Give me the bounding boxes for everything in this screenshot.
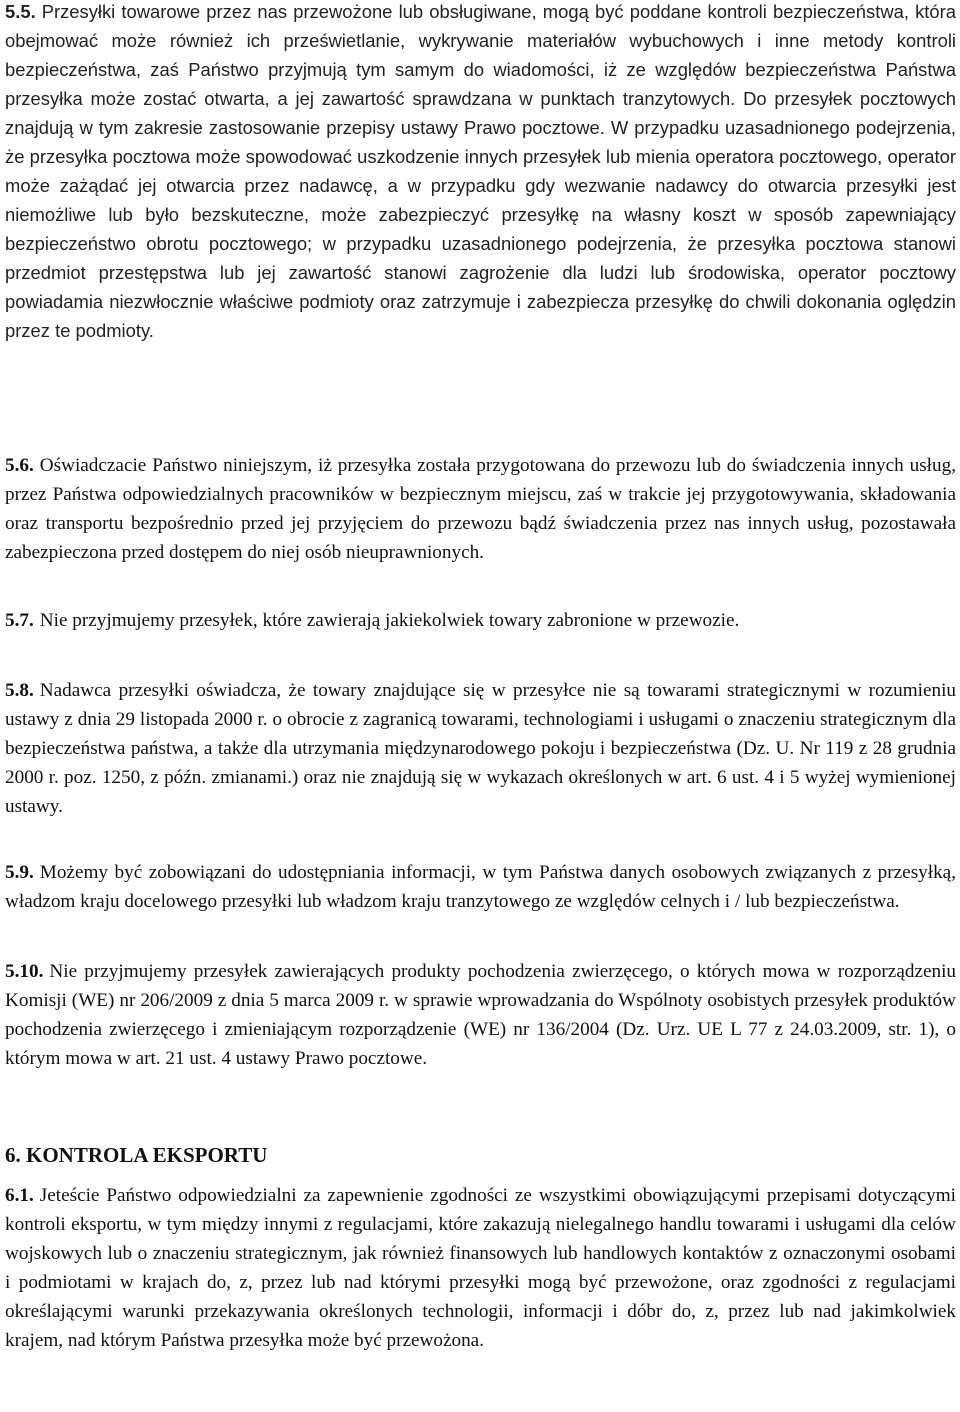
paragraph-5-7 bbox=[5, 606, 956, 635]
paragraph-6-1 bbox=[5, 1181, 956, 1355]
section-number: 5.9. bbox=[5, 862, 34, 883]
paragraph-text: Nie przyjmujemy przesyłek, które zawierają jakiekolwiek towary zabronione w przewozie. bbox=[39, 610, 740, 631]
paragraph-text: Nadawca przesyłki oświadcza, że towary znajdujące się w przesyłce nie są towarami strategicznymi w rozumieniu ustawy z dnia 29 listopada 2000 r. o obrocie z zagranicą towarami, technologiami i usługami o znaczeniu strategicznym dla bezpieczeństwa państwa, a także dla utrzymania międzynarodowego pokoju i bezpieczeństwa (Dz. U. Nr 119 z 28 grudnia 2000 r. poz. 1250, z późn. zmianami.) oraz nie znajdują się w wykazach określonych w art. 6 ust. 4 i 5 wyżej wymienionej ustawy. bbox=[5, 680, 956, 817]
section-number: 5.7. bbox=[5, 610, 34, 631]
section-number: 5.10. bbox=[5, 961, 44, 982]
paragraph-5-9 bbox=[5, 858, 956, 916]
paragraph-5-10 bbox=[5, 957, 956, 1073]
paragraph-5-6 bbox=[5, 451, 956, 567]
section-heading-6: 6. KONTROLA EKSPORTU bbox=[5, 1143, 268, 1167]
paragraph-5-5 bbox=[5, 0, 956, 345]
paragraph-text: Możemy być zobowiązani do udostępniania informacji, w tym Państwa danych osobowych związanych z przesyłką, władzom kraju docelowego przesyłki lub władzom kraju tranzytowego ze względów celnych i / lub bezpieczeństwa. bbox=[5, 862, 956, 912]
paragraph-text: Oświadczacie Państwo niniejszym, iż przesyłka została przygotowana do przewozu lub do świadczenia innych usług, przez Państwa odpowiedzialnych pracowników w bezpiecznym miejscu, zaś w trakcie jej przygotowywania, składowania oraz transportu bezpośrednio przed jej przyjęciem do przewozu bądź świadczenia przez nas innych usług, pozostawała zabezpieczona przed dostępem do niej osób nieuprawnionych. bbox=[5, 455, 956, 563]
paragraph-text: Przesyłki towarowe przez nas przewożone lub obsługiwane, mogą być poddane kontroli bezpieczeństwa, która obejmować może również ich prześwietlanie, wykrywanie materiałów wybuchowych i inne metody kontroli bezpieczeństwa, zaś Państwo przyjmują tym samym do wiadomości, iż ze względów bezpieczeństwa Państwa przesyłka może zostać otwarta, a jej zawartość sprawdzana w punktach tranzytowych. Do przesyłek pocztowych znajdują w tym zakresie zastosowanie przepisy ustawy Prawo pocztowe. W przypadku uzasadnionego podejrzenia, że przesyłka pocztowa może spowodować uszkodzenie innych przesyłek lub mienia operatora pocztowego, operator może zażądać jej otwarcia przez nadawcę, a w przypadku gdy wezwanie nadawcy do otwarcia przesyłki jest niemożliwe lub było bezskuteczne, może zabezpieczyć przesyłkę na własny koszt w sposób zapewniający bezpieczeństwo obrotu pocztowego; w przypadku uzasadnionego podejrzenia, że przesyłka pocztowa stanowi przedmiot przestępstwa lub jej zawartość stanowi zagrożenie dla ludzi lub środowiska, operator pocztowy powiadamia niezwłocznie właściwe podmioty oraz zatrzymuje i zabezpiecza przesyłkę do chwili dokonania oględzin przez te podmioty. bbox=[5, 1, 956, 341]
paragraph-text: Nie przyjmujemy przesyłek zawierających produkty pochodzenia zwierzęcego, o których mowa w rozporządzeniu Komisji (WE) nr 206/2009 z dnia 5 marca 2009 r. w sprawie wprowadzania do Wspólnoty osobistych przesyłek produktów pochodzenia zwierzęcego i zmieniającym rozporządzenie (WE) nr 136/2004 (Dz. Urz. UE L 77 z 24.03.2009, str. 1), o którym mowa w art. 21 ust. 4 ustawy Prawo pocztowe. bbox=[5, 961, 956, 1069]
section-number: 6.1. bbox=[5, 1185, 34, 1206]
paragraph-text: Jeteście Państwo odpowiedzialni za zapewnienie zgodności ze wszystkimi obowiązującymi przepisami dotyczącymi kontroli eksportu, w tym między innymi z regulacjami, które zakazują nielegalnego handlu towarami i usługami dla celów wojskowych lub o znaczeniu strategicznym, jak również finansowych lub handlowych kontaktów z oznaczonymi osobami i podmiotami w krajach do, z, przez lub nad którymi przesyłki mogą być przewożone, oraz zgodności z regulacjami określającymi warunki przekazywania określonych technologii, informacji i dóbr do, z, przez lub nad jakimkolwiek krajem, nad którym Państwa przesyłka może być przewożona. bbox=[5, 1185, 956, 1351]
paragraph-5-8 bbox=[5, 676, 956, 821]
section-number: 5.8. bbox=[5, 680, 34, 701]
section-number: 5.5. bbox=[5, 1, 36, 22]
section-number: 5.6. bbox=[5, 455, 34, 476]
